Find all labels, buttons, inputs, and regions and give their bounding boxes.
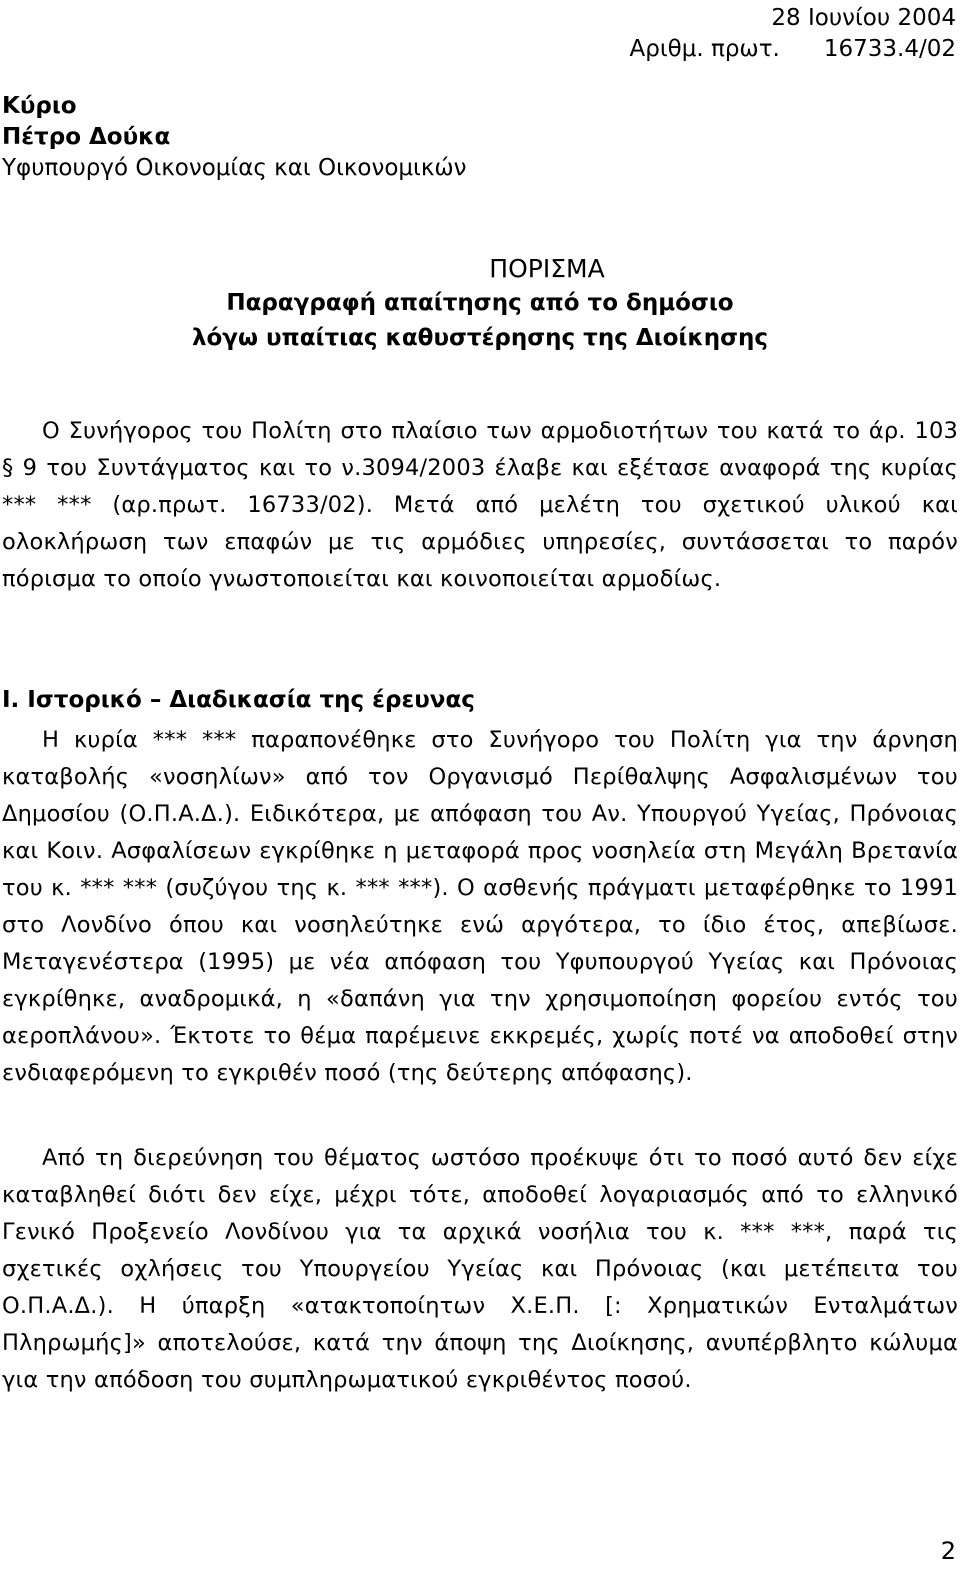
document-subtitle-line1: Παραγραφή απαίτησης από το δημόσιο bbox=[226, 290, 734, 316]
document-title: ΠΟΡΙΣΜΑ bbox=[489, 254, 605, 283]
addressee-position: Υφυπουργό Οικονομίας και Οικονομικών bbox=[2, 155, 467, 181]
addressee-salutation: Κύριο bbox=[2, 93, 77, 119]
addressee-block bbox=[2, 91, 467, 184]
protocol-label: Αριθμ. πρωτ. bbox=[629, 36, 780, 62]
section-paragraph-2: Από τη διερεύνηση του θέματος ωστόσο προέκυψε ότι το ποσό αυτό δεν είχε καταβληθεί διότι δεν είχε, μέχρι τότε, αποδοθεί λογαριασμός από το ελληνικό Γενικό Προξενείο Λονδίνου για τα αρχικά νοσήλια του κ. *** ***, παρά τις σχετικές οχλήσεις του Υπουργείου Υγείας και Πρόνοιας (και μετέπειτα του Ο.Π.Α.Δ.). Η ύπαρξη «ατακτοποίητων Χ.Ε.Π. [: Χρηματικών Ενταλμάτων Πληρωμής]» αποτελούσε, κατά την άποψη της Διοίκησης, ανυπέρβλητο κώλυμα για την απόδοση του συμπληρωματικού εγκριθέντος ποσού. bbox=[2, 1145, 958, 1393]
protocol-reference bbox=[630, 34, 956, 65]
document-heading bbox=[0, 251, 960, 356]
document-date: 28 Ιουνίου 2004 bbox=[771, 5, 956, 31]
document-header bbox=[630, 3, 956, 65]
addressee-name: Πέτρο Δούκα bbox=[2, 124, 171, 150]
document-subtitle-line2: λόγω υπαίτιας καθυστέρησης της Διοίκησης bbox=[191, 325, 769, 351]
intro-paragraph: Ο Συνήγορος του Πολίτη στο πλαίσιο των αρμοδιοτήτων του κατά το άρ. 103 § 9 του Συντάγματος και το ν.3094/2003 έλαβε και εξέτασε αναφορά της κυρίας *** *** (αρ.πρωτ. 16733/02). Μετά από μελέτη του σχετικού υλικού και ολοκλήρωση των επαφών με τις αρμόδιες υπηρεσίες, συντάσσεται το παρόν πόρισμα το οποίο γνωστοποιείται και κοινοποιείται αρμοδίως. bbox=[2, 418, 958, 592]
section-heading: Ι. Ιστορικό – Διαδικασία της έρευνας bbox=[2, 687, 475, 713]
page-number: 2 bbox=[940, 1537, 956, 1565]
section-paragraph-1: Η κυρία *** *** παραπονέθηκε στο Συνήγορο του Πολίτη για την άρνηση καταβολής «νοσηλίων» από τον Οργανισμό Περίθαλψης Ασφαλισμένων του Δημοσίου (Ο.Π.Α.Δ.). Ειδικότερα, με απόφαση του Αν. Υπουργού Υγείας, Πρόνοιας και Κοιν. Ασφαλίσεων εγκρίθηκε η μεταφορά προς νοσηλεία στη Μεγάλη Βρετανία του κ. *** *** (συζύγου της κ. *** ***). Ο ασθενής πράγματι μεταφέρθηκε το 1991 στο Λονδίνο όπου και νοσηλεύτηκε ενώ αργότερα, το ίδιο έτος, απεβίωσε. Μεταγενέστερα (1995) με νέα απόφαση του Υφυπουργού Υγείας και Πρόνοιας εγκρίθηκε, αναδρομικά, η «δαπάνη για την χρησιμοποίηση φορείου εντός του αεροπλάνου». Έκτοτε το θέμα παρέμεινε εκκρεμές, χωρίς ποτέ να αποδοθεί στην ενδιαφερόμενη το εγκριθέν ποσό (της δεύτερης απόφασης). bbox=[2, 727, 958, 1086]
protocol-number: 16733.4/02 bbox=[823, 36, 956, 62]
